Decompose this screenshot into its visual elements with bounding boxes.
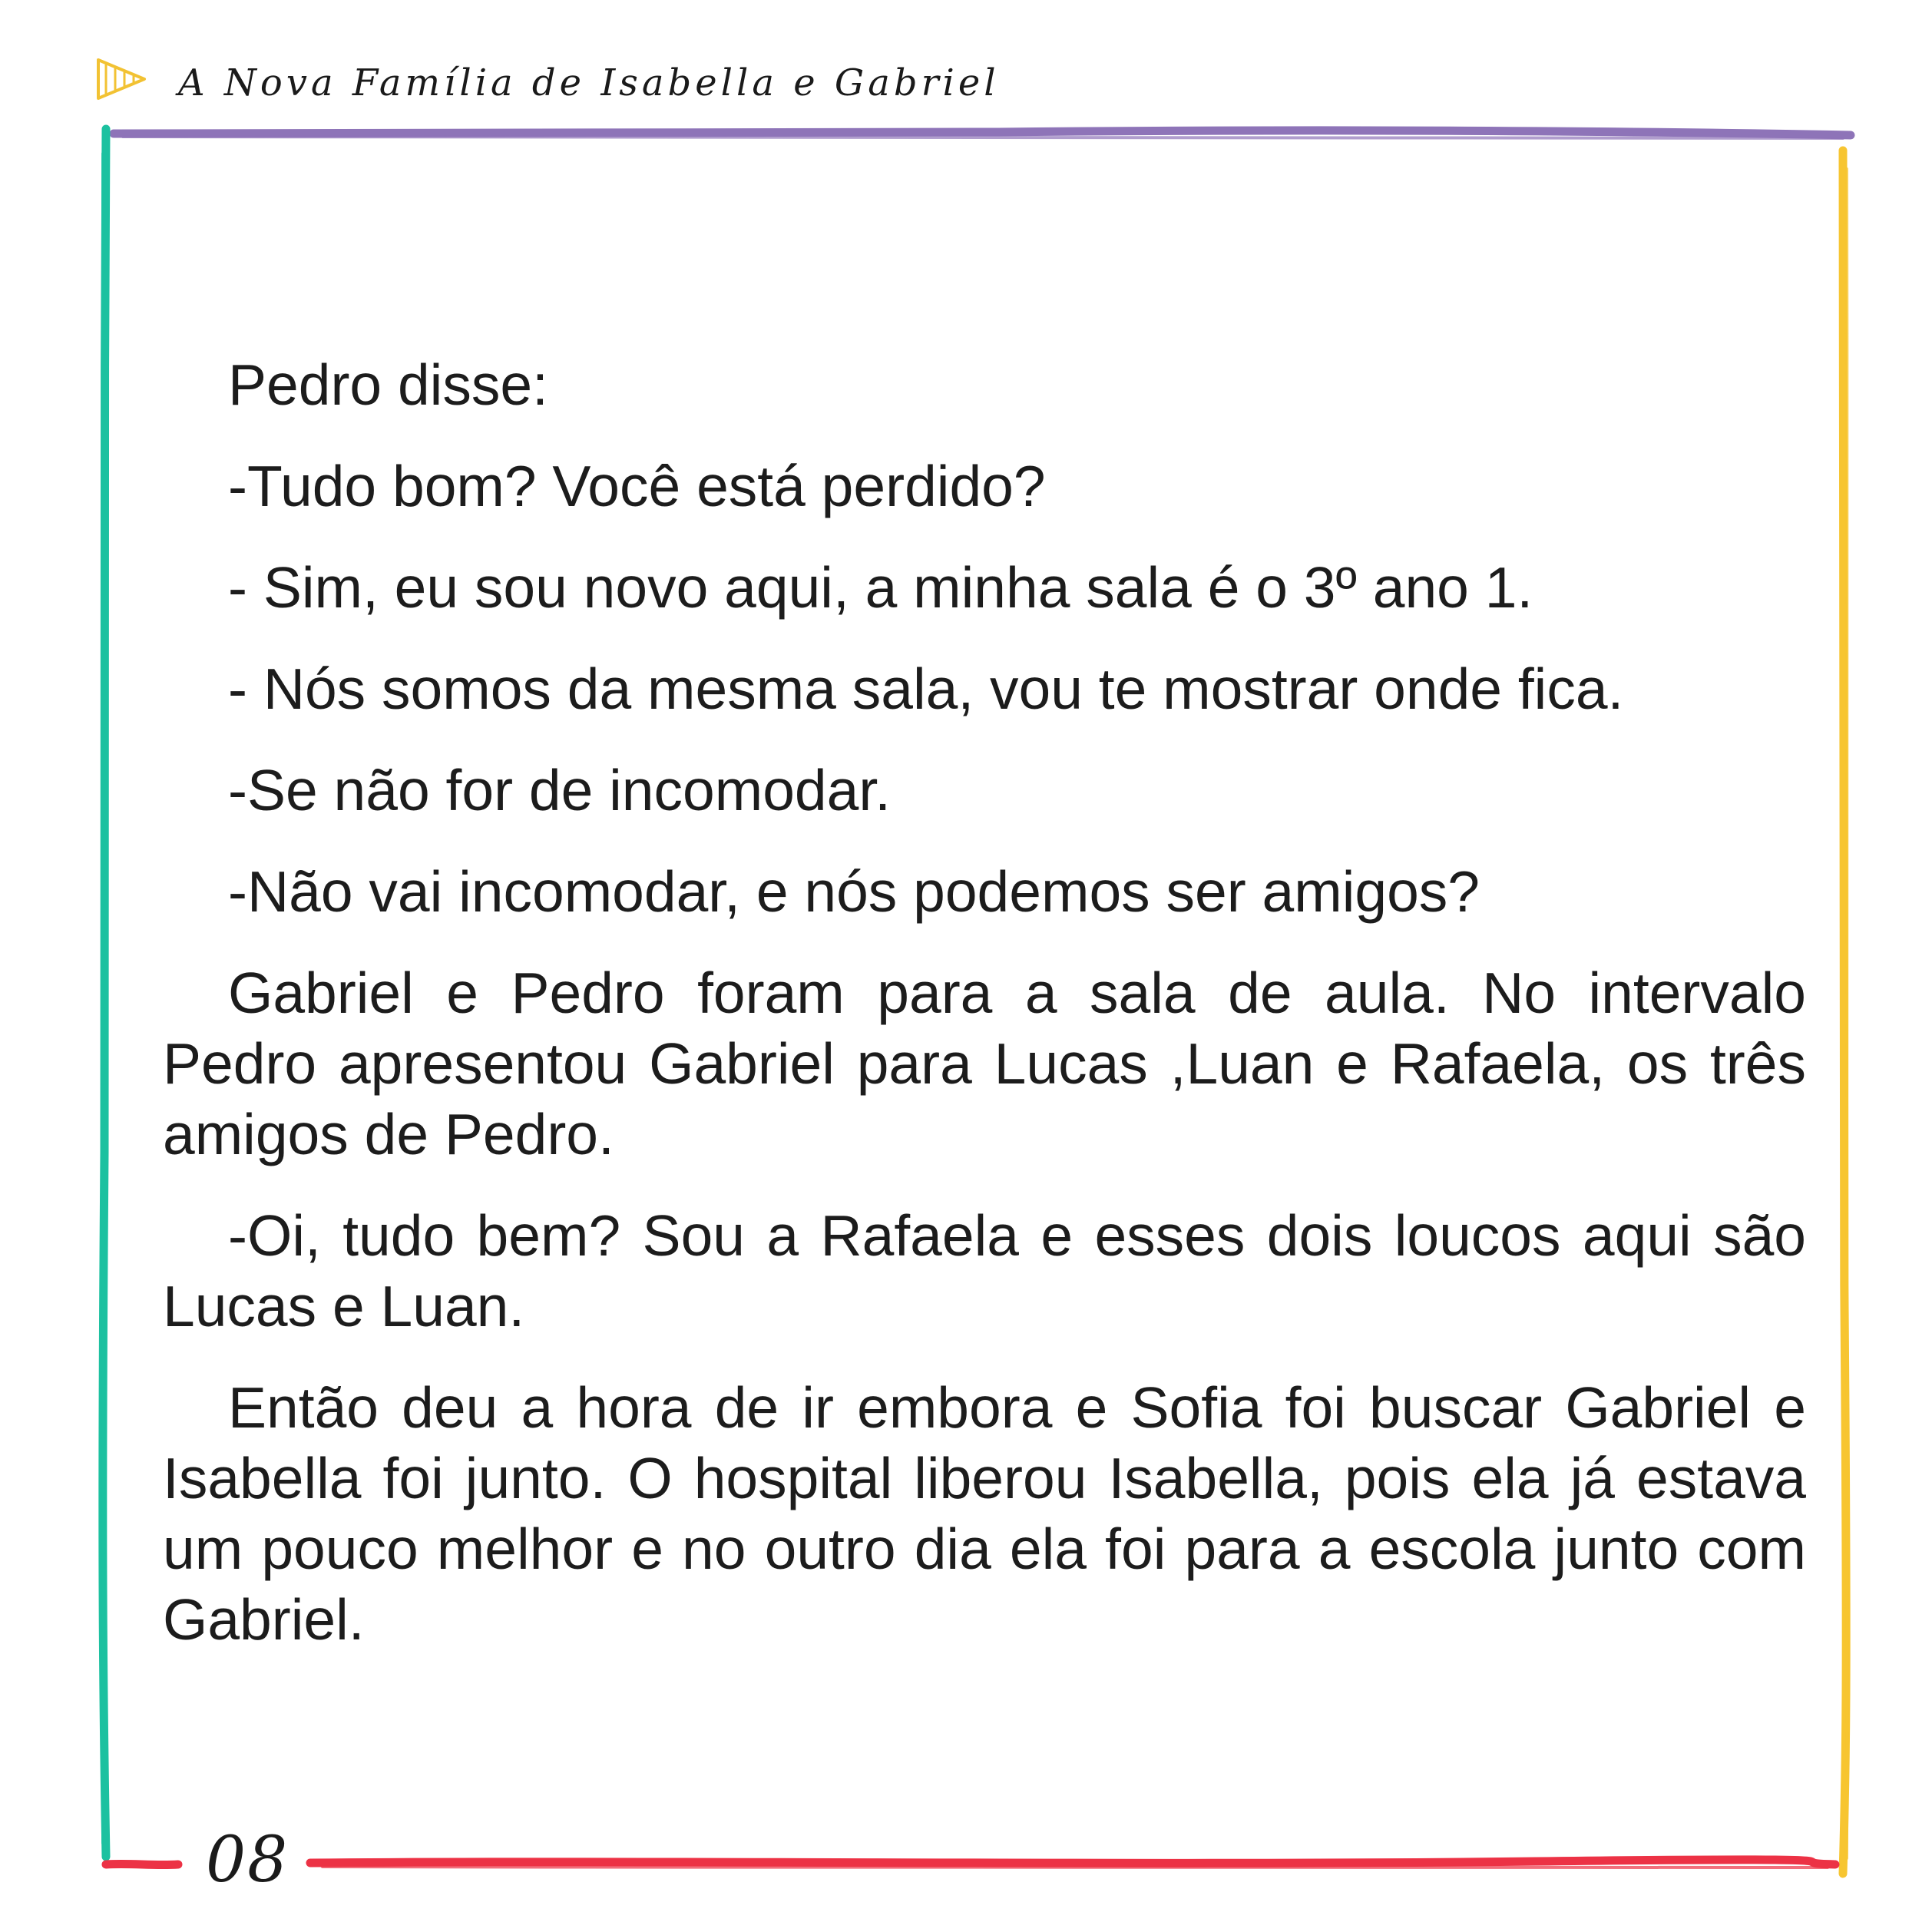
text-line: -Tudo bom? Você está perdido? [228, 454, 1046, 518]
text-line: - Nós somos da mesma sala, vou te mostrar onde fica. [228, 657, 1624, 721]
text-line: -Não vai incomodar, e nós podemos ser amigos? [228, 859, 1480, 924]
paragraph: -Oi, tudo bem? Sou a Rafaela e esses dois loucos aqui são Lucas e Luan. [163, 1203, 1806, 1338]
text-line: Pedro disse: [228, 352, 548, 417]
book-title: A Nova Família de Isabella e Gabriel [178, 61, 1000, 104]
page-number: 08 [206, 1824, 289, 1897]
frame-top-border [114, 131, 1851, 135]
play-triangle-icon [94, 55, 149, 103]
paragraph: Gabriel e Pedro foram para a sala de aula. No intervalo Pedro apresentou Gabriel para Lucas ,Luan e Rafaela, os três amigos de Pedro. [163, 961, 1806, 1166]
text-line: - Sim, eu sou novo aqui, a minha sala é o 3º ano 1. [228, 555, 1533, 620]
page-body [163, 349, 1806, 1686]
text-line: -Se não for de incomodar. [228, 758, 892, 822]
frame-bottom-border-right [310, 1860, 1835, 1864]
paragraph: Então deu a hora de ir embora e Sofia foi buscar Gabriel e Isabella foi junto. O hospital liberou Isabella, pois ela já estava um pouco melhor e no outro dia ela foi para a escola junto com Gabriel. [163, 1375, 1806, 1652]
